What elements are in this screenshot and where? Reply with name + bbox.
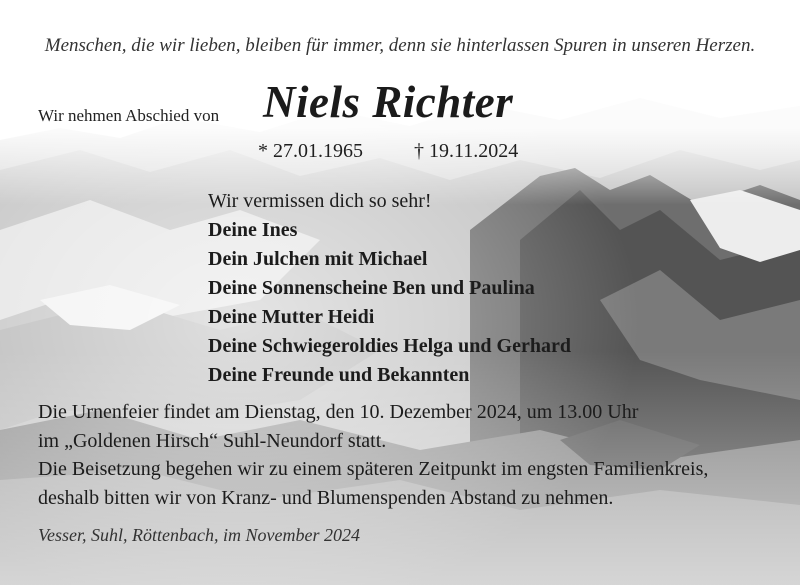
mourner-line: Deine Freunde und Bekannten [208,364,470,386]
motto-quote: Menschen, die wir lieben, bleiben für immer, denn sie hinterlassen Spuren in unseren Herzen. [44,35,756,56]
birth-date: * 27.01.1965 [258,140,363,162]
mourner-line: Deine Schwiegeroldies Helga und Gerhard [208,335,571,357]
mourner-line: Deine Sonnenscheine Ben und Paulina [208,277,535,299]
place-and-date: Vesser, Suhl, Röttenbach, im November 2024 [38,525,360,545]
life-dates [258,140,518,163]
notice-line: deshalb bitten wir von Kranz- und Blumenspenden Abstand zu nehmen. [38,486,614,509]
notice-line: Die Beisetzung begehen wir zu einem späteren Zeitpunkt im engsten Familienkreis, [38,458,709,480]
deceased-name: Niels Richter [263,77,514,127]
mourner-line: Deine Ines [208,219,298,241]
mourners-block [208,187,571,390]
death-date: † 19.11.2024 [414,140,519,162]
notice-line: Die Urnenfeier findet am Dienstag, den 10. Dezember 2024, um 13.00 Uhr [38,401,639,423]
mourner-line: Dein Julchen mit Michael [208,248,428,270]
funeral-notice [38,398,708,512]
farewell-intro: Wir nehmen Abschied von [38,106,220,125]
mourner-line: Deine Mutter Heidi [208,306,375,328]
mourners-lead: Wir vermissen dich so sehr! [208,190,432,212]
notice-line: im „Goldenen Hirsch“ Suhl-Neundorf statt. [38,429,387,452]
